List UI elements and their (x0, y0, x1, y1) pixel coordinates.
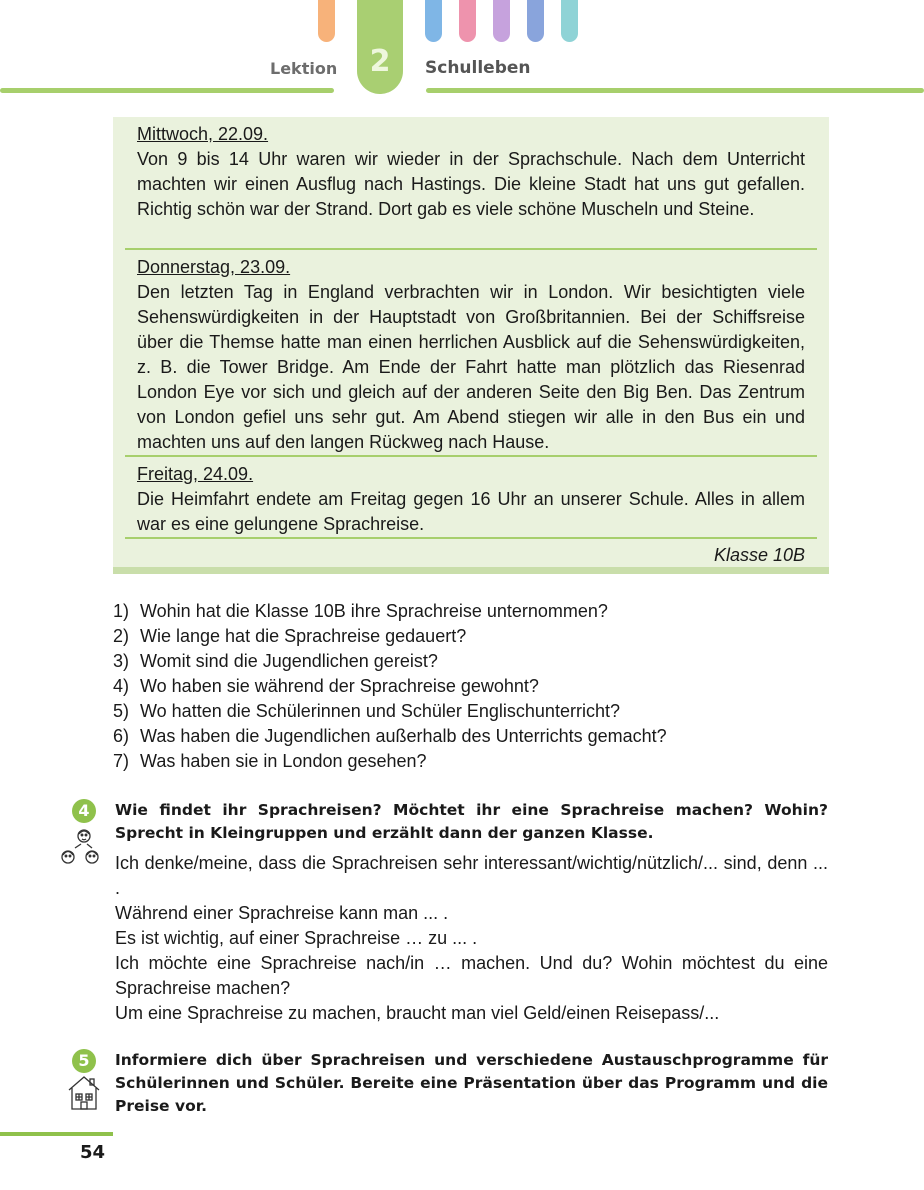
task-4-instruction: Wie findet ihr Sprachreisen? Möchtet ihr eine Sprachreise machen? Wohin? Sprecht in Kleingruppen und erzählt dann der ganzen Klasse. (115, 801, 828, 842)
diary-entry-thursday (137, 255, 805, 455)
list-item (113, 724, 667, 749)
task-number-5: 5 (72, 1049, 96, 1073)
question-number: 1) (113, 601, 130, 621)
phrase-line: Während einer Sprachreise kann man ... . (115, 903, 449, 923)
list-item (113, 649, 667, 674)
list-item (113, 599, 667, 624)
diary-entry-wednesday (137, 122, 805, 222)
question-text: Was haben die Jugendlichen außerhalb des Unterrichts gemacht? (140, 726, 667, 746)
tab-teal (561, 0, 578, 42)
tab-pink (459, 0, 476, 42)
task-number-4: 4 (72, 799, 96, 823)
phrase-line: Ich möchte eine Sprachreise nach/in … machen. Und du? Wohin möchtest du eine Sprachreise machen? (115, 953, 828, 998)
diary-entry-friday (137, 462, 805, 537)
phrase-line: Es ist wichtig, auf einer Sprachreise … zu ... . (115, 928, 478, 948)
entry-date: Donnerstag, 23.09. (137, 257, 291, 277)
phrase-line: Um eine Sprachreise zu machen, braucht man viel Geld/einen Reisepass/... (115, 1003, 720, 1023)
task-5-instruction: Informiere dich über Sprachreisen und verschiedene Austauschprogramme für Schülerinnen und Schüler. Bereite eine Präsentation über das Programm und die Preise vor. (115, 1051, 828, 1115)
lesson-badge (357, 0, 403, 94)
question-number: 2) (113, 626, 130, 646)
task-4-phrases (115, 851, 828, 1026)
entry-separator (125, 455, 817, 457)
question-text: Was haben sie in London gesehen? (140, 751, 427, 771)
house-homework-icon (66, 1074, 102, 1112)
group-discussion-icon (58, 826, 104, 868)
list-item (113, 674, 667, 699)
question-number: 3) (113, 651, 130, 671)
question-number: 5) (113, 701, 130, 721)
entry-text: Den letzten Tag in England verbrachten wir in London. Wir besichtigten viele Sehenswürdigkeiten in der Hauptstadt von Großbritannien. Bei der Schiffsreise über die Themse hatte man einen herrlichen Ausblick auf die Sehenswürdigkeiten, z. B. die Tower Bridge. Am Ende der Fahrt hatte man plötzlich das Riesenrad London Eye vor sich und gleich auf der anderen Seite den Big Ben. Das Zentrum von London gefiel uns sehr gut. Am Abend stiegen wir alle in den Bus ein und machten uns auf den langen Rückweg nach Hause. (137, 282, 805, 452)
tab-navy (527, 0, 544, 42)
header-line-left (0, 88, 334, 93)
tab-orange (318, 0, 335, 42)
tab-purple (493, 0, 510, 42)
list-item (113, 749, 667, 774)
entry-separator (125, 248, 817, 250)
page-number: 54 (80, 1142, 106, 1163)
question-text: Wohin hat die Klasse 10B ihre Sprachreise unternommen? (140, 601, 608, 621)
entry-text: Die Heimfahrt endete am Freitag gegen 16 Uhr an unserer Schule. Alles in allem war es eine gelungene Sprachreise. (137, 489, 805, 534)
chapter-title: Schulleben (425, 58, 531, 78)
question-text: Wo hatten die Schülerinnen und Schüler Englischunterricht? (140, 701, 620, 721)
question-number: 7) (113, 751, 130, 771)
lesson-label: Lektion (270, 59, 338, 78)
question-list (113, 599, 667, 774)
entry-separator (125, 537, 817, 539)
phrase-line: Ich denke/meine, dass die Sprachreisen sehr interessant/wichtig/nützlich/... sind, denn ... . (115, 853, 828, 898)
entry-date: Freitag, 24.09. (137, 464, 254, 484)
list-item (113, 624, 667, 649)
diary-signature: Klasse 10B (713, 545, 805, 565)
list-item (113, 699, 667, 724)
question-text: Womit sind die Jugendlichen gereist? (140, 651, 438, 671)
question-text: Wie lange hat die Sprachreise gedauert? (140, 626, 467, 646)
footer-line (0, 1132, 113, 1136)
question-number: 6) (113, 726, 130, 746)
question-number: 4) (113, 676, 130, 696)
lesson-number: 2 (369, 44, 391, 79)
entry-date: Mittwoch, 22.09. (137, 124, 269, 144)
header-line-right (426, 88, 924, 93)
question-text: Wo haben sie während der Sprachreise gewohnt? (140, 676, 539, 696)
tab-blue (425, 0, 442, 42)
entry-text: Von 9 bis 14 Uhr waren wir wieder in der Sprachschule. Nach dem Unterricht machten wir einen Ausflug nach Hastings. Die kleine Stadt hat uns gut gefallen. Richtig schön war der Strand. Dort gab es viele schöne Muscheln und Steine. (137, 149, 805, 219)
diary-box-bottom-border (113, 567, 829, 574)
